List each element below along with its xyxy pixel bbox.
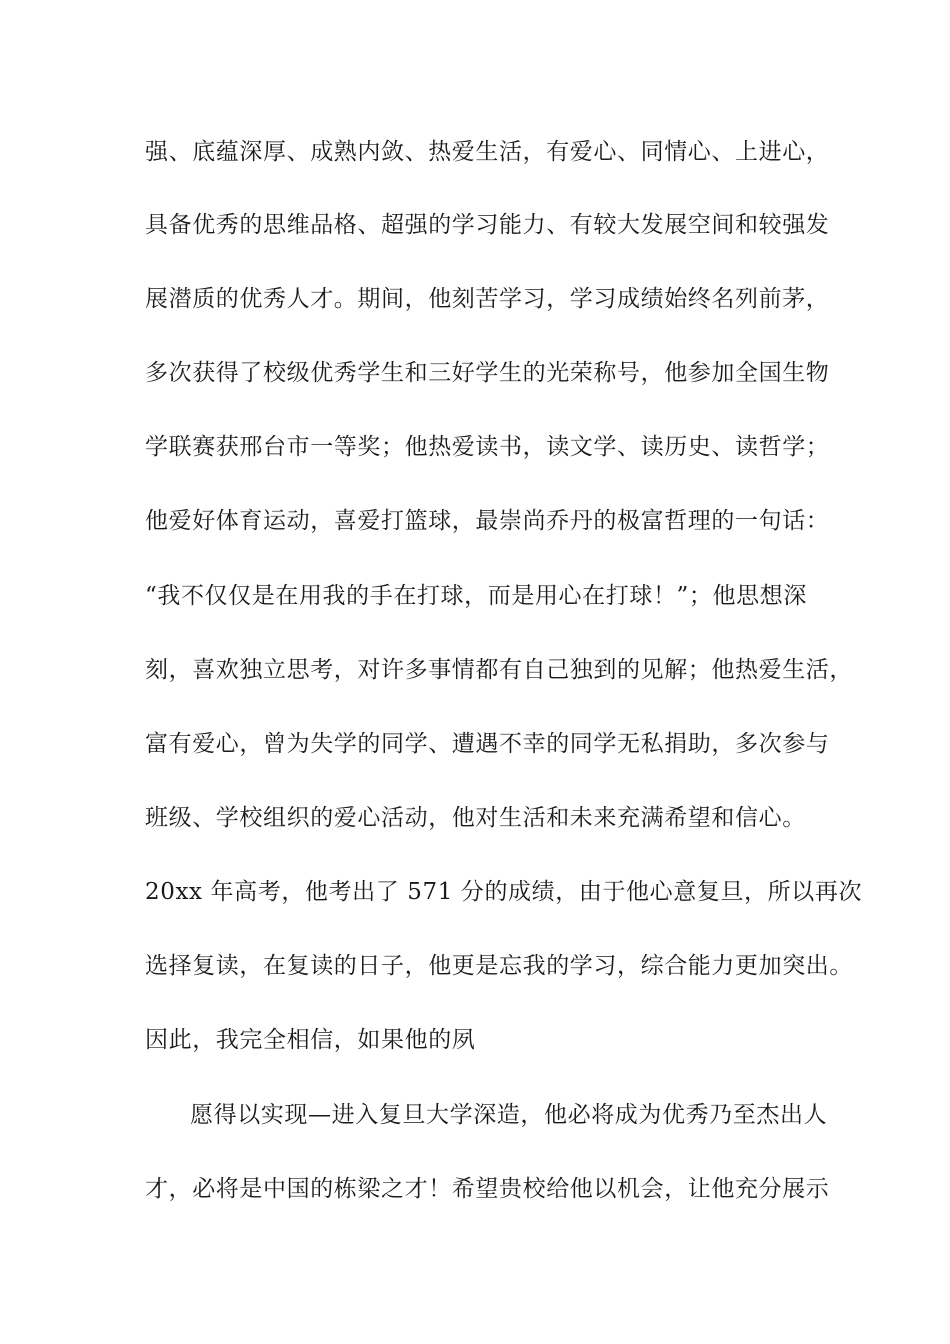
text-line: 富有爱心，曾为失学的同学、遭遇不幸的同学无私捐助，多次参与 xyxy=(145,731,830,757)
text-line: 多次获得了校级优秀学生和三好学生的光荣称号，他参加全国生物 xyxy=(145,360,830,386)
paragraph-first-line: 愿得以实现—进入复旦大学深造，他必将成为优秀乃至杰出人 xyxy=(190,1102,828,1128)
text-line: 他爱好体育运动，喜爱打篮球，最崇尚乔丹的极富哲理的一句话： xyxy=(145,508,830,534)
text-line: 才，必将是中国的栋梁之才！希望贵校给他以机会，让他充分展示 xyxy=(145,1176,830,1202)
text-line: 学联赛获邢台市一等奖；他热爱读书，读文学、读历史、读哲学； xyxy=(145,434,830,460)
text-line: 强、底蕴深厚、成熟内敛、热爱生活，有爱心、同情心、上进心， xyxy=(145,139,830,165)
text-line: 具备优秀的思维品格、超强的学习能力、有较大发展空间和较强发 xyxy=(145,212,830,238)
text-line: 选择复读，在复读的日子，他更是忘我的学习，综合能力更加突出。 xyxy=(145,953,853,979)
text-line: 班级、学校组织的爱心活动，他对生活和未来充满希望和信心。 xyxy=(145,805,806,831)
text-line: 20xx 年高考，他考出了 571 分的成绩，由于他心意复旦，所以再次 xyxy=(145,879,863,905)
text-line: 展潜质的优秀人才。期间，他刻苦学习，学习成绩始终名列前茅， xyxy=(145,286,830,312)
text-line: 刻，喜欢独立思考，对许多事情都有自己独到的见解；他热爱生活， xyxy=(145,657,853,683)
text-line: 因此，我完全相信，如果他的夙 xyxy=(145,1027,476,1053)
text-line: “我不仅仅是在用我的手在打球，而是用心在打球！”；他思想深 xyxy=(145,583,807,609)
